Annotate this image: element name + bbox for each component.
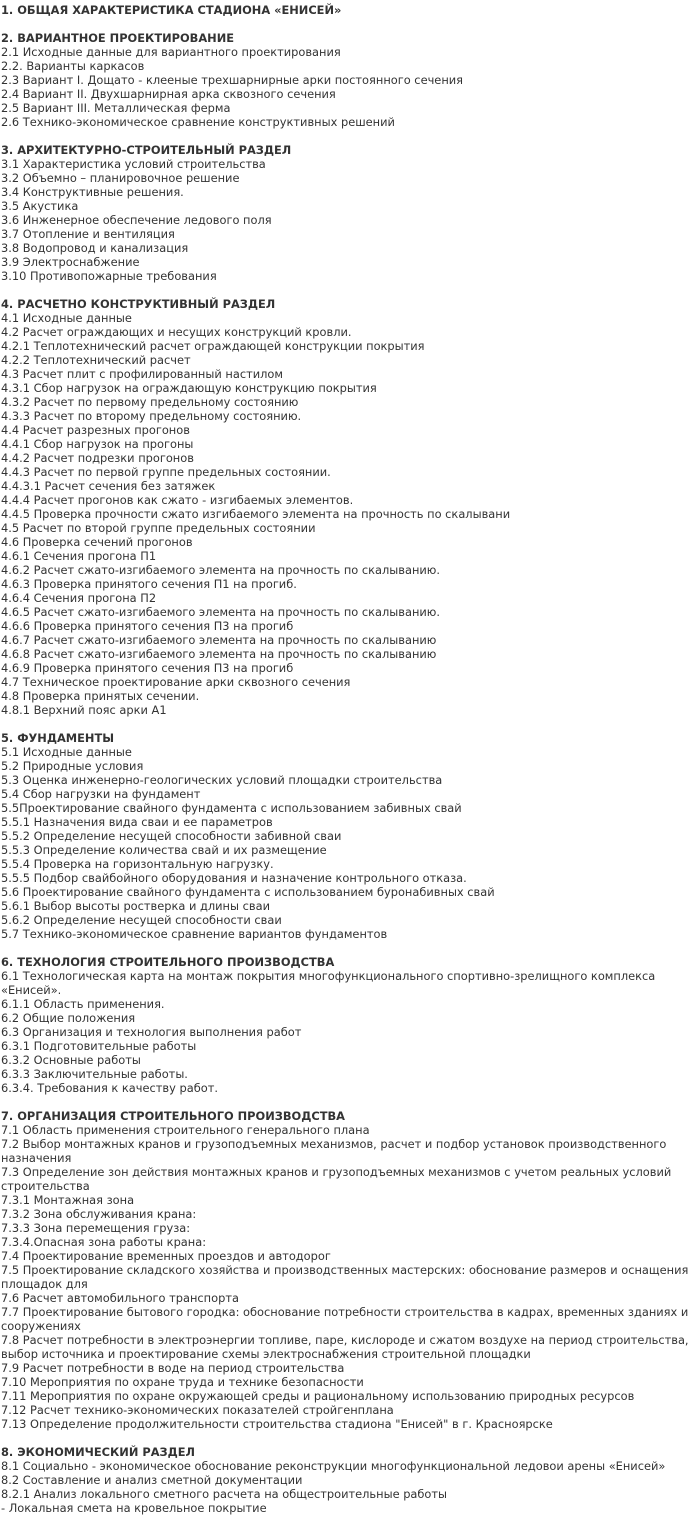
toc-item: 4.2.1 Теплотехнический расчет ограждающей конструкции покрытия	[1, 339, 425, 353]
toc-item: 4.6.4 Сечения прогона П2	[1, 591, 157, 605]
toc-item: 7.3 Определение зон действия монтажных кранов и грузоподъемных механизмов с учетом реальных условий строительства	[1, 1165, 675, 1193]
toc-item: 5.3 Оценка инженерно-геологических условий площадки строительства	[1, 773, 443, 787]
toc-item: 5.5.3 Определение количества свай и их размещение	[1, 843, 327, 857]
toc-item: 4.6.2 Расчет сжато-изгибаемого элемента на прочность по скалыванию.	[1, 563, 441, 577]
toc-item: 7.2 Выбор монтажных кранов и грузоподъемных механизмов, расчет и подбор установок производственного назначения	[1, 1137, 670, 1165]
toc-item: 4.6.3 Проверка принятого сечения П1 на прогиб.	[1, 577, 297, 591]
toc-section	[1, 143, 698, 283]
toc-item: 7.5 Проектирование складского хозяйства и производственных мастерских: обоснование размеров и оснащения площадок для	[1, 1263, 692, 1291]
toc-item: 4.8 Проверка принятых сечении.	[1, 689, 200, 703]
toc-item: 4.1 Исходные данные	[1, 311, 132, 325]
toc-item: 5.5.5 Подбор свайбойного оборудования и назначение контрольного отказа.	[1, 871, 467, 885]
toc-item: 4.4.2 Расчет подрезки прогонов	[1, 451, 194, 465]
toc-item: 7.3.4.Опасная зона работы крана:	[1, 1235, 207, 1249]
toc-item: - Локальная смета на кровельное покрытие	[1, 1501, 267, 1515]
toc-item: 4.8.1 Верхний пояс арки А1	[1, 703, 167, 717]
toc-item: 7.3.3 Зона перемещения груза:	[1, 1221, 191, 1235]
toc-item: 4.4 Расчет разрезных прогонов	[1, 423, 190, 437]
toc-item: 6.3 Организация и технология выполнения работ	[1, 1025, 302, 1039]
toc-item: 7.11 Мероприятия по охране окружающей среды и рациональному использованию природных ресурсов	[1, 1389, 635, 1403]
toc-item: 4.4.5 Проверка прочности сжато изгибаемого элемента на прочность по скалывани	[1, 507, 511, 521]
toc-item: 7.4 Проектирование временных проездов и автодорог	[1, 1249, 331, 1263]
section-heading: 5. ФУНДАМЕНТЫ	[1, 731, 115, 745]
toc-item: 3.4 Конструктивные решения.	[1, 185, 184, 199]
section-heading: 8. ЭКОНОМИЧЕСКИЙ РАЗДЕЛ	[1, 1445, 195, 1459]
toc-section	[1, 3, 698, 17]
section-heading: 6. ТЕХНОЛОГИЯ СТРОИТЕЛЬНОГО ПРОИЗВОДСТВА	[1, 955, 335, 969]
toc-item: 7.7 Проектирование бытового городка: обоснование потребности строительства в кадрах, временных зданиях и сооружениях	[1, 1305, 692, 1333]
toc-section	[1, 297, 698, 717]
toc-item: 5.6 Проектирование свайного фундамента с использованием буронабивных свай	[1, 885, 495, 899]
section-heading: 4. РАСЧЕТНО КОНСТРУКТИВНЫЙ РАЗДЕЛ	[1, 297, 276, 311]
toc-item: 4.6.1 Сечения прогона П1	[1, 549, 157, 563]
toc-item: 4.6.6 Проверка принятого сечения П3 на прогиб	[1, 619, 294, 633]
toc-item: 7.9 Расчет потребности в воде на период строительства	[1, 1361, 345, 1375]
toc-item: 7.3.1 Монтажная зона	[1, 1193, 135, 1207]
toc-item: 4.6 Проверка сечений прогонов	[1, 535, 193, 549]
toc-item: 7.6 Расчет автомобильного транспорта	[1, 1291, 239, 1305]
toc-item: 3.8 Водопровод и канализация	[1, 241, 189, 255]
toc-item: 4.5 Расчет по второй группе предельных состоянии	[1, 521, 316, 535]
toc-item: 4.4.4 Расчет прогонов как сжато - изгибаемых элементов.	[1, 493, 354, 507]
toc-item: 5.2 Природные условия	[1, 759, 144, 773]
toc-item: 3.10 Противопожарные требования	[1, 269, 217, 283]
toc-item: 6.2 Общие положения	[1, 1011, 136, 1025]
toc-item: 8.2 Составление и анализ сметной документации	[1, 1473, 303, 1487]
toc-item: 7.3.2 Зона обслуживания крана:	[1, 1207, 197, 1221]
toc-item: 3.6 Инженерное обеспечение ледового поля	[1, 213, 272, 227]
toc-item: 5.5.1 Назначения вида сваи и ее параметров	[1, 815, 273, 829]
toc-item: 6.3.1 Подготовительные работы	[1, 1039, 197, 1053]
toc-item: 4.2 Расчет ограждающих и несущих конструкций кровли.	[1, 325, 352, 339]
section-heading: 3. АРХИТЕКТУРНО-СТРОИТЕЛЬНЫЙ РАЗДЕЛ	[1, 143, 292, 157]
section-heading: 2. ВАРИАНТНОЕ ПРОЕКТИРОВАНИЕ	[1, 31, 235, 45]
toc-section	[1, 31, 698, 129]
toc-item: 6.1 Технологическая карта на монтаж покрытия многофункционального спортивно-зрелищного комплекса «Енисей».	[1, 969, 659, 997]
section-heading: 7. ОРГАНИЗАЦИЯ СТРОИТЕЛЬНОГО ПРОИЗВОДСТВА	[1, 1109, 345, 1123]
toc-section	[1, 731, 698, 941]
toc-item: 5.6.2 Определение несущей способности сваи	[1, 913, 282, 927]
toc-item: 7.1 Область применения строительного генерального плана	[1, 1123, 370, 1137]
toc-item: 7.13 Определение продолжительности строительства стадиона "Енисей" в г. Красноярске	[1, 1417, 553, 1431]
toc-item: 5.1 Исходные данные	[1, 745, 132, 759]
toc-item: 3.1 Характеристика условий строительства	[1, 157, 266, 171]
toc-item: 4.3.2 Расчет по первому предельному состоянию	[1, 395, 299, 409]
toc-section	[1, 955, 698, 1095]
toc-item: 7.8 Расчет потребности в электроэнергии топливе, паре, кислороде и сжатом воздухе на период строительства, выбор источника и проектирование схемы электроснабжения строительной площадки	[1, 1333, 693, 1361]
toc-item: 3.5 Акустика	[1, 199, 79, 213]
toc-item: 4.4.1 Сбор нагрузок на прогоны	[1, 437, 194, 451]
toc-item: 6.3.2 Основные работы	[1, 1053, 141, 1067]
toc-item: 4.4.3.1 Расчет сечения без затяжек	[1, 479, 216, 493]
toc-item: 4.2.2 Теплотехнический расчет	[1, 353, 191, 367]
toc-section	[1, 1109, 698, 1431]
toc-item: 2.5 Вариант III. Металлическая ферма	[1, 101, 231, 115]
toc-item: 4.7 Техническое проектирование арки сквозного сечения	[1, 675, 351, 689]
toc-item: 4.6.7 Расчет сжато-изгибаемого элемента на прочность по скалыванию	[1, 633, 437, 647]
toc-item: 2.6 Технико-экономическое сравнение конструктивных решений	[1, 115, 395, 129]
toc-item: 4.3.3 Расчет по второму предельному состоянию.	[1, 409, 302, 423]
toc-item: 5.4 Сбор нагрузки на фундамент	[1, 787, 201, 801]
toc-item: 5.5Проектирование свайного фундамента с использованием забивных свай	[1, 801, 462, 815]
toc-item: 5.5.4 Проверка на горизонтальную нагрузку.	[1, 857, 274, 871]
toc-item: 4.6.8 Расчет сжато-изгибаемого элемента на прочность по скалыванию	[1, 647, 437, 661]
toc-item: 2.1 Исходные данные для вариантного проектирования	[1, 45, 341, 59]
toc-item: 8.1 Социально - экономическое обоснование реконструкции многофункциональной ледовои арены «Енисей»	[1, 1459, 666, 1473]
toc-section	[1, 1445, 698, 1515]
toc-item: 7.10 Мероприятия по охране труда и технике безопасности	[1, 1375, 364, 1389]
toc-item: 4.3.1 Сбор нагрузок на ограждающую конструкцию покрытия	[1, 381, 377, 395]
toc-item: 5.7 Технико-экономическое сравнение вариантов фундаментов	[1, 927, 388, 941]
toc-item: 4.6.5 Расчет сжато-изгибаемого элемента на прочность по скалыванию.	[1, 605, 441, 619]
toc-item: 5.6.1 Выбор высоты ростверка и длины сваи	[1, 899, 270, 913]
toc-item: 3.7 Отопление и вентиляция	[1, 227, 175, 241]
toc-item: 4.3 Расчет плит с профилированный настилом	[1, 367, 283, 381]
toc-item: 7.12 Расчет технико-экономических показателей стройгенплана	[1, 1403, 394, 1417]
toc-item: 2.3 Вариант I. Дощато - клееные трехшарнирные арки постоянного сечения	[1, 73, 464, 87]
toc-item: 6.1.1 Область применения.	[1, 997, 165, 1011]
toc-item: 4.6.9 Проверка принятого сечения П3 на прогиб	[1, 661, 294, 675]
toc-item: 2.4 Вариант II. Двухшарнирная арка сквозного сечения	[1, 87, 336, 101]
toc-item: 5.5.2 Определение несущей способности забивной сваи	[1, 829, 342, 843]
toc-item: 3.2 Объемно – планировочное решение	[1, 171, 240, 185]
toc-item: 8.2.1 Анализ локального сметного расчета на общестроительные работы	[1, 1487, 448, 1501]
toc-item: 2.2. Варианты каркасов	[1, 59, 145, 73]
toc-item: 6.3.4. Требования к качеству работ.	[1, 1081, 218, 1095]
section-heading: 1. ОБЩАЯ ХАРАКТЕРИСТИКА СТАДИОНА «ЕНИСЕЙ»	[1, 3, 342, 17]
toc-item: 4.4.3 Расчет по первой группе предельных состоянии.	[1, 465, 331, 479]
toc-item: 3.9 Электроснабжение	[1, 255, 140, 269]
toc-item: 6.3.3 Заключительные работы.	[1, 1067, 188, 1081]
